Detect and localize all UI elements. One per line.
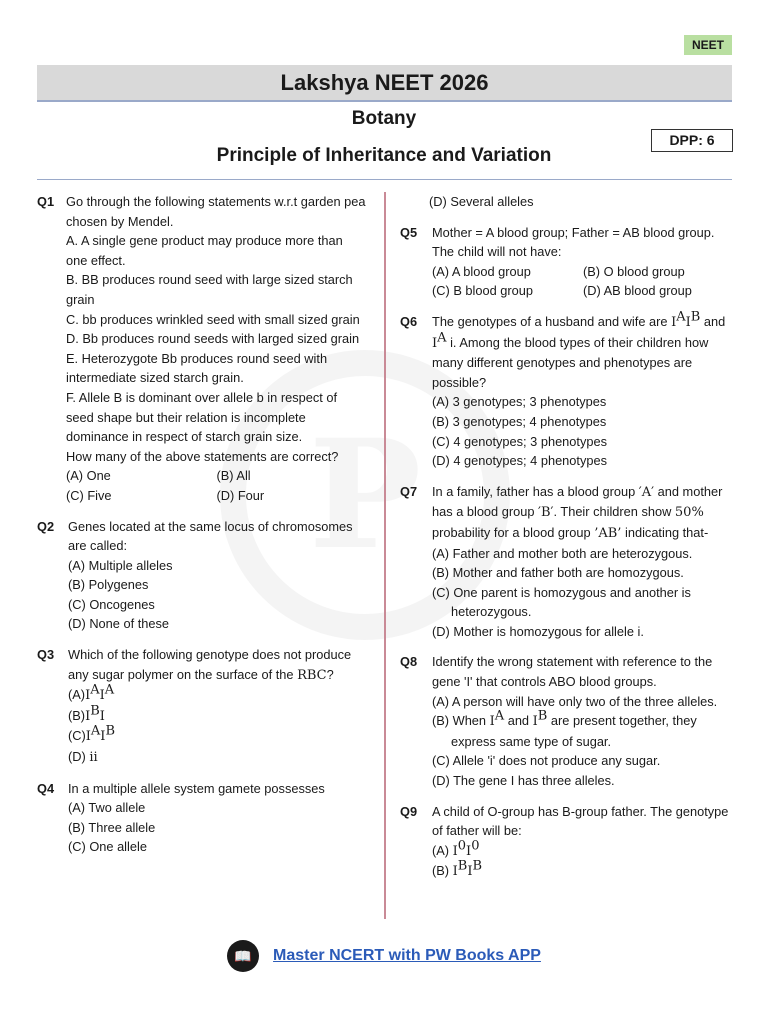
option-b[interactable]: (B) $I^BI^B$ <box>432 859 483 880</box>
statement-f: F. Allele B is dominant over allele b in respect of seed shape but their relation is incomplete dominance in respect of starch grain size. <box>66 389 338 445</box>
option-a[interactable]: (A) Two allele <box>68 800 146 816</box>
question-number: Q3 <box>37 647 55 663</box>
option-c[interactable]: (C) Oncogenes <box>68 596 155 612</box>
question-1 <box>37 192 367 506</box>
question-text: In a family, father has a blood group ′A′ and mother has a blood group ′B′. Their children show 50% probability for a blood group ’AB’ indicating that- <box>432 483 723 541</box>
option-b[interactable]: (B) 3 genotypes; 4 phenotypes <box>432 413 607 429</box>
question-7 <box>400 482 734 642</box>
option-d[interactable]: (D) The gene I has three alleles. <box>432 773 615 789</box>
rbc-term: RBC <box>297 667 327 683</box>
question-number: Q6 <box>400 313 418 329</box>
question-mark: ? <box>326 666 334 682</box>
question-8 <box>400 652 734 790</box>
option-a[interactable]: (A) A blood group <box>432 263 531 279</box>
option-d[interactable]: (D) None of these <box>68 616 170 632</box>
question-text: Genes located at the same locus of chromosomes are called: <box>68 518 353 554</box>
option-c[interactable]: (C) 4 genotypes; 3 phenotypes <box>432 433 608 449</box>
option-a[interactable]: (A) Father and mother both are heterozygous. <box>432 545 693 561</box>
option-d[interactable]: (D) 4 genotypes; 4 phenotypes <box>432 453 608 469</box>
option-b[interactable]: (B) All <box>216 468 251 484</box>
option-c[interactable]: (C) One parent is homozygous and another is heterozygous. <box>432 584 691 620</box>
question-number: Q9 <box>400 803 418 819</box>
header-divider <box>37 179 732 180</box>
option-c[interactable]: $(C)I^AI^B$ <box>68 724 115 745</box>
question-3 <box>37 645 367 768</box>
statement-d: D. Bb produces round seeds with larged sized grain <box>66 331 360 347</box>
question-text: Mother = A blood group; Father = AB blood group. The child will not have: <box>432 224 715 260</box>
option-b[interactable]: (B) O blood group <box>583 263 685 279</box>
question-number: Q5 <box>400 224 418 240</box>
option-d[interactable]: (D) Four <box>216 487 265 503</box>
option-c[interactable]: (C) One allele <box>68 839 147 855</box>
dpp-label: DPP: 6 <box>651 129 733 152</box>
option-a[interactable]: (A) 3 genotypes; 3 phenotypes <box>432 394 607 410</box>
page-title: Lakshya NEET 2026 <box>37 65 732 102</box>
option-b[interactable]: (B) Three allele <box>68 819 156 835</box>
option-row <box>432 262 734 282</box>
option-c[interactable]: (C) Allele 'i' does not produce any sugar. <box>432 753 661 769</box>
option-a[interactable]: (A) A person will have only two of the three alleles. <box>432 693 718 709</box>
question-number: Q2 <box>37 518 55 534</box>
option-row <box>66 466 367 486</box>
question-2 <box>37 517 367 635</box>
question-5 <box>400 223 734 301</box>
option-a[interactable]: $(A)I^AI^A$ <box>68 682 115 704</box>
pw-books-app-link[interactable]: Master NCERT with PW Books APP <box>273 947 541 964</box>
statement-e: E. Heterozygote Bb produces round seed with intermediate sized starch grain. <box>66 350 328 386</box>
option-a[interactable]: (A) Multiple alleles <box>68 557 173 573</box>
option-b[interactable]: (B) When $I^A$ and $I^B$ are present together, they express same type of sugar. <box>432 708 697 749</box>
question-number: Q8 <box>400 654 418 670</box>
chapter-title: Principle of Inheritance and Variation <box>216 145 552 166</box>
question-number: Q1 <box>37 194 55 209</box>
statement-c: C. bb produces wrinkled seed with small sized grain <box>66 311 360 327</box>
question-text: In a multiple allele system gamete possesses <box>68 780 325 796</box>
question-text-body: Which of the following genotype does not produce any sugar polymer on the surface of the <box>68 647 352 682</box>
question-text: The genotypes of a husband and wife are $I^AI^B$ and $I^A$ i. Among the blood types of their children how many different genotypes and phenotypes are possible? <box>432 309 726 390</box>
question-6 <box>400 309 734 471</box>
question-9 <box>400 802 734 882</box>
option-b[interactable]: (B) Polygenes <box>68 577 149 593</box>
option-b[interactable]: (B) Mother and father both are homozygous. <box>432 565 684 581</box>
option-d[interactable]: (D) AB blood group <box>583 283 692 299</box>
option-c[interactable]: (C) Five <box>66 487 112 503</box>
question-text: Go through the following statements w.r.t garden pea chosen by Mendel. <box>66 194 366 229</box>
option-a[interactable]: (A) $I^0I^0$ <box>432 838 480 859</box>
column-divider <box>384 192 386 919</box>
option-c[interactable]: (C) B blood group <box>432 283 534 299</box>
left-column <box>37 192 367 868</box>
question-ask: How many of the above statements are correct? <box>66 448 339 464</box>
question-number: Q4 <box>37 780 55 796</box>
option-a[interactable]: (A) One <box>66 468 111 484</box>
exam-badge: NEET <box>684 35 732 55</box>
book-icon: 📖 <box>227 940 259 972</box>
option-d[interactable]: (D) Several alleles <box>429 194 534 209</box>
question-4 <box>37 779 367 857</box>
question-text: Identify the wrong statement with reference to the gene 'I' that controls ABO blood groups. <box>432 654 713 690</box>
question-number: Q7 <box>400 483 418 499</box>
footer <box>0 938 768 974</box>
question-4-continued <box>400 192 734 212</box>
right-column <box>400 192 734 893</box>
option-d[interactable]: (D) Mother is homozygous for allele i. <box>432 623 644 639</box>
statement-a: A. A single gene product may produce more than one effect. <box>66 233 343 268</box>
question-text <box>68 645 367 685</box>
subject-title: Botany <box>351 108 417 129</box>
option-d[interactable]: (D) ii <box>68 749 98 766</box>
option-row <box>432 281 734 301</box>
option-row <box>66 486 367 506</box>
question-text: A child of O-group has B-group father. The genotype of father will be: <box>432 803 729 839</box>
option-b[interactable]: $(B)I^BI$ <box>68 703 105 724</box>
statement-b: B. BB produces round seed with large sized starch grain <box>66 272 353 307</box>
